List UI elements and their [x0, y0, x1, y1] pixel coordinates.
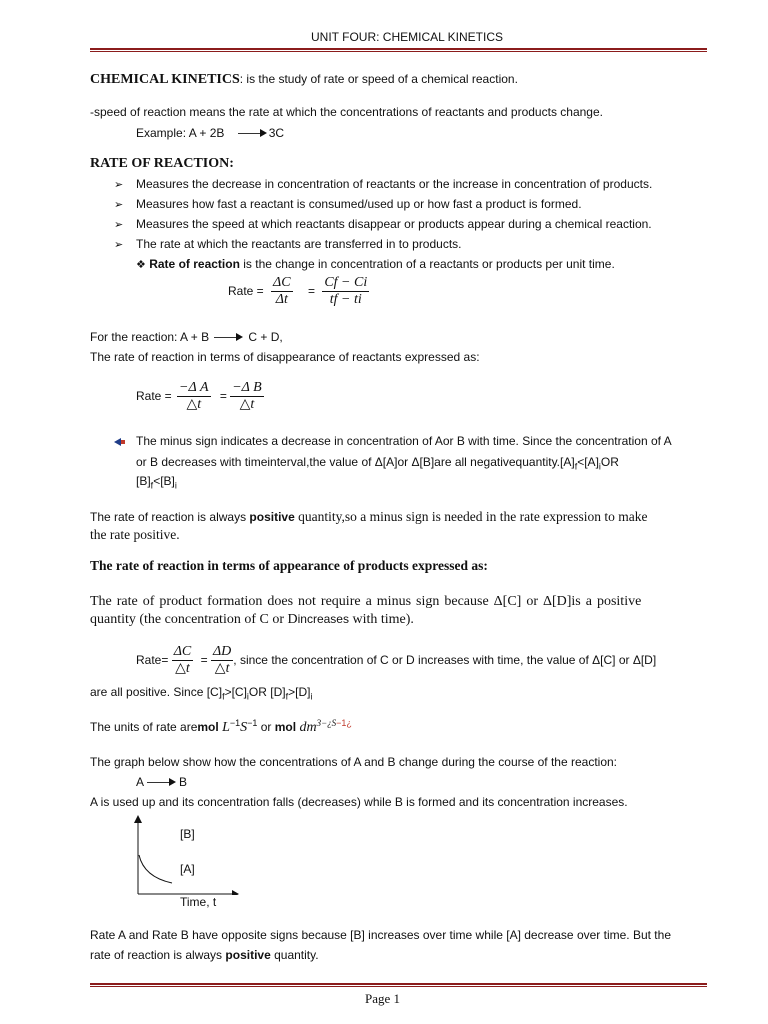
graph-label-a: [A]	[180, 862, 195, 876]
products-heading: The rate of reaction in terms of appearance of products expressed as:	[90, 558, 488, 573]
units-line	[90, 718, 352, 736]
formula-after: , since the concentration of C or D increases with time, the value of Δ[C] or Δ[D]	[233, 652, 657, 667]
units-mol: mol	[274, 720, 297, 734]
fraction-denominator: △t	[186, 397, 202, 413]
note-line-2	[136, 455, 619, 471]
equals-sign: =	[200, 652, 208, 667]
rate-bullet: Measures the speed at which reactants disappear or products appear during a chemical reaction.	[136, 217, 652, 231]
intro-line	[90, 72, 518, 88]
reaction-arrow-icon	[214, 337, 238, 338]
formula-label: Rate=	[136, 652, 169, 667]
fraction-denominator: tf − ti	[329, 292, 362, 308]
units-or: or	[257, 720, 275, 734]
term-chemical-kinetics: CHEMICAL KINETICS	[90, 72, 240, 87]
equals-sign: =	[219, 388, 227, 403]
conclusion-text: quantity.	[270, 948, 319, 962]
x-axis-arrow-icon	[232, 890, 239, 895]
graph-react-a: A	[136, 775, 145, 789]
arrowhead-bullet-icon: ➢	[114, 219, 124, 231]
fraction-numerator: −Δ B	[230, 380, 263, 397]
rate-bullet: The rate at which the reactants are transferred in to products.	[136, 237, 462, 251]
formula-label: Rate =	[228, 283, 264, 298]
rate-definition	[136, 257, 615, 271]
products-text: with time).	[348, 612, 414, 627]
positive-line-1	[90, 509, 647, 525]
subscript-i: i	[310, 691, 313, 702]
fraction-denominator: △t	[214, 661, 230, 677]
rate-heading: RATE OF REACTION:	[90, 156, 234, 171]
rate-def-rest: is the change in concentration of a reactants or products per unit time.	[239, 257, 615, 271]
units-mol: mol	[197, 720, 219, 734]
units-sup: ¿	[346, 718, 352, 728]
rate-formula	[228, 275, 369, 308]
curve-a	[139, 855, 172, 883]
four-diamond-icon: ❖	[136, 259, 146, 271]
graph-x-label: Time, t	[180, 895, 217, 909]
footer-rule-thin	[90, 986, 707, 987]
arrowhead-bullet-icon: ➢	[114, 239, 124, 251]
fraction-delta-c	[172, 644, 194, 677]
y-axis-arrow-icon	[134, 815, 142, 823]
positive-bold: positive	[249, 510, 295, 524]
units-text: The units of rate are	[90, 720, 198, 734]
units-dm: dm	[299, 720, 317, 735]
footer-rule	[90, 983, 707, 985]
arrowhead-bullet-icon: ➢	[114, 179, 124, 191]
note-pointer-icon	[114, 436, 126, 448]
products-para-2	[90, 612, 414, 628]
graph-intro-line: The graph below show how the concentrations of A and B change during the course of the reaction:	[90, 755, 618, 769]
products-text: OR [D]	[248, 685, 286, 699]
graph-label-b: [B]	[180, 827, 195, 841]
units-l: L	[222, 720, 230, 735]
fraction-numerator: ΔC	[271, 275, 293, 292]
reactants-line: The rate of reaction in terms of disappearance of reactants expressed as:	[90, 350, 480, 364]
fraction-minus-delta-b	[230, 380, 263, 413]
formula-label: Rate =	[136, 388, 172, 403]
header-rule	[90, 48, 707, 50]
subscript-i: i	[598, 461, 601, 472]
subscript-i: i	[246, 691, 249, 702]
fraction-cf-ci	[322, 275, 369, 308]
graph-react-b: B	[179, 775, 188, 789]
positive-mid: quantity,so a minus sign is needed in the rate expression to make	[294, 509, 648, 524]
products-para-1: The rate of product formation does not require a minus sign because Δ[C] or Δ[D]is a positive	[90, 594, 642, 609]
note-text: <[A]	[577, 455, 599, 469]
fraction-denominator: △t	[239, 397, 255, 413]
equals-sign: =	[307, 283, 315, 298]
fraction-delta-d	[211, 644, 233, 677]
fraction-numerator: ΔC	[172, 644, 194, 661]
products-text: are all positive. Since [C]	[90, 685, 223, 699]
rate-bullet: Measures how fast a reactant is consumed/used up or how fast a product is formed.	[136, 197, 582, 211]
fraction-denominator: △t	[175, 661, 190, 677]
note-line-3	[136, 474, 177, 490]
arrowhead-bullet-icon: ➢	[114, 199, 124, 211]
products-text: >[C]	[224, 685, 247, 699]
note-text: <[B]	[153, 474, 175, 488]
example-label: Example: A + 2B	[136, 126, 225, 140]
reaction-line	[90, 330, 283, 344]
positive-start: The rate of reaction is always	[90, 510, 250, 524]
graph-reaction	[136, 775, 187, 789]
products-text: quantity (the concentration of C or D	[90, 612, 298, 627]
subscript-f: f	[222, 691, 225, 702]
subscript-i: i	[174, 480, 177, 491]
positive-line-2: the rate positive.	[90, 527, 180, 542]
conclusion-bold: positive	[225, 948, 271, 962]
speed-line: -speed of reaction means the rate at which the concentrations of reactants and products change.	[90, 105, 603, 119]
rate-bullet: Measures the decrease in concentration of reactants or the increase in concentration of products.	[136, 177, 653, 191]
products-text: >[D]	[288, 685, 311, 699]
note-line-1: The minus sign indicates a decrease in concentration of Aor B with time. Since the concentration of A	[136, 434, 672, 448]
graph-explain: A is used up and its concentration falls (decreases) while B is formed and its concentration increases.	[90, 795, 628, 809]
example-line	[136, 126, 284, 140]
note-text: OR	[600, 455, 619, 469]
reaction-arrow-icon	[238, 133, 262, 134]
note-text: or B decreases with timeinterval,the value of Δ[A]or Δ[B]are all negativequantity.[A]	[136, 455, 575, 469]
conclusion-text: rate of reaction is always	[90, 948, 226, 962]
conclusion-line-1: Rate A and Rate B have opposite signs because [B] increases over time while [A] decrease over time. But the	[90, 928, 671, 942]
products-positive-line	[90, 685, 312, 701]
conclusion-line-2	[90, 948, 319, 962]
fraction-delta-c	[271, 275, 293, 308]
term-definition: : is the study of rate or speed of a chemical reaction.	[239, 72, 518, 86]
products-text: increases	[297, 612, 349, 626]
reaction-right: C + D,	[248, 330, 283, 344]
rate-def-bold: Rate of reaction	[149, 257, 240, 271]
units-sup: −1	[336, 718, 347, 728]
fraction-minus-delta-a	[177, 380, 210, 413]
page-header: UNIT FOUR: CHEMICAL KINETICS	[311, 30, 504, 44]
subscript-f: f	[574, 461, 578, 472]
fraction-numerator: Cf − Ci	[322, 275, 369, 292]
reaction-left: For the reaction: A + B	[90, 330, 210, 344]
product-rate-formula	[136, 644, 656, 677]
page-number: Page 1	[365, 991, 401, 1006]
fraction-denominator: Δt	[275, 292, 288, 308]
units-s: S	[240, 720, 248, 735]
units-sup: −1	[229, 718, 241, 728]
subscript-f: f	[285, 691, 289, 702]
example-product: 3C	[268, 126, 285, 140]
note-text: [B]	[136, 474, 151, 488]
units-sup: −1	[247, 718, 258, 728]
units-sup: 3−¿S	[316, 718, 337, 728]
reactant-rate-formula	[136, 380, 264, 413]
subscript-f: f	[150, 480, 154, 491]
reaction-arrow-icon	[147, 782, 171, 783]
header-rule-thin	[90, 51, 707, 52]
fraction-numerator: −Δ A	[177, 380, 210, 397]
fraction-numerator: ΔD	[211, 644, 233, 661]
